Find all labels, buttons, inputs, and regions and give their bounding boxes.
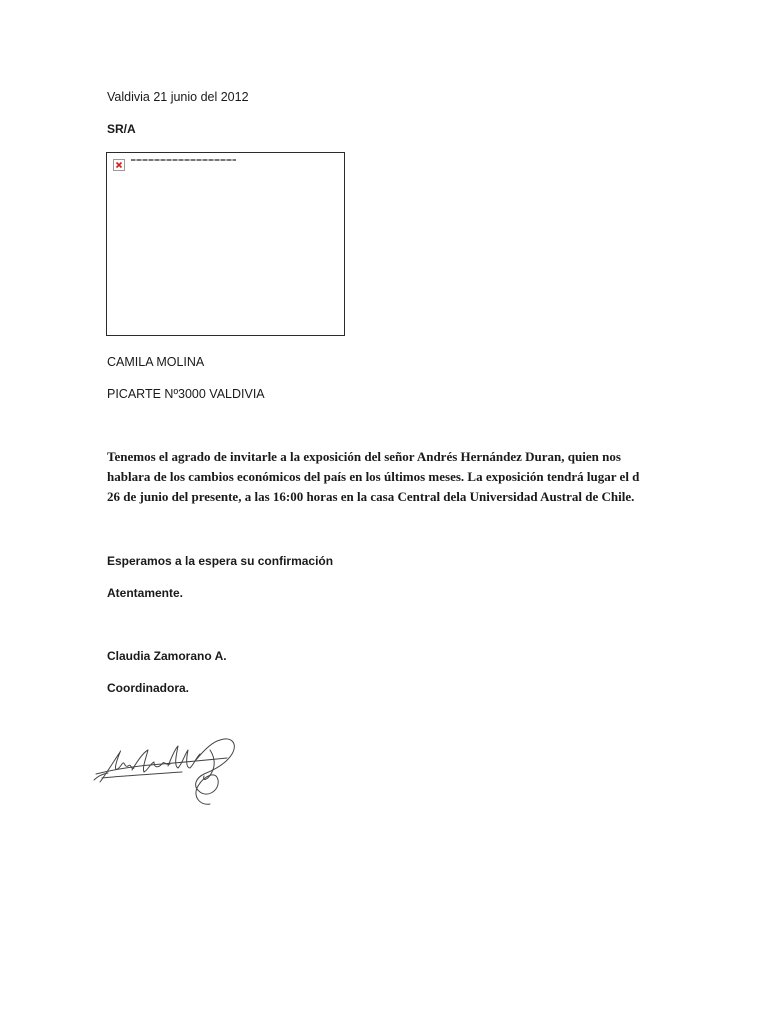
closing-line: Esperamos a la espera su confirmación	[107, 554, 334, 568]
image-placeholder	[106, 152, 345, 336]
recipient-name: CAMILA MOLINA	[107, 355, 205, 369]
handwritten-signature	[92, 730, 242, 810]
image-alt-text-placeholder	[131, 159, 236, 161]
broken-image-icon	[113, 159, 125, 171]
body-line-1: Tenemos el agrado de invitarle a la exposición del señor Andrés Hernández Duran, quien nos	[107, 449, 621, 464]
signer-name: Claudia Zamorano A.	[107, 649, 227, 663]
body-line-2: hablara de los cambios económicos del país en los últimos meses. La exposición tendrá lugar el d	[107, 469, 640, 484]
place-date: Valdivia 21 junio del 2012	[107, 90, 249, 104]
signer-title: Coordinadora.	[107, 681, 190, 695]
body-line-3: 26 de junio del presente, a las 16:00 horas en la casa Central dela Universidad Austral de Chile.	[107, 489, 635, 504]
salutation: SR/A	[107, 122, 136, 136]
regards: Atentamente.	[107, 586, 184, 600]
recipient-address: PICARTE Nº3000 VALDIVIA	[107, 387, 265, 401]
